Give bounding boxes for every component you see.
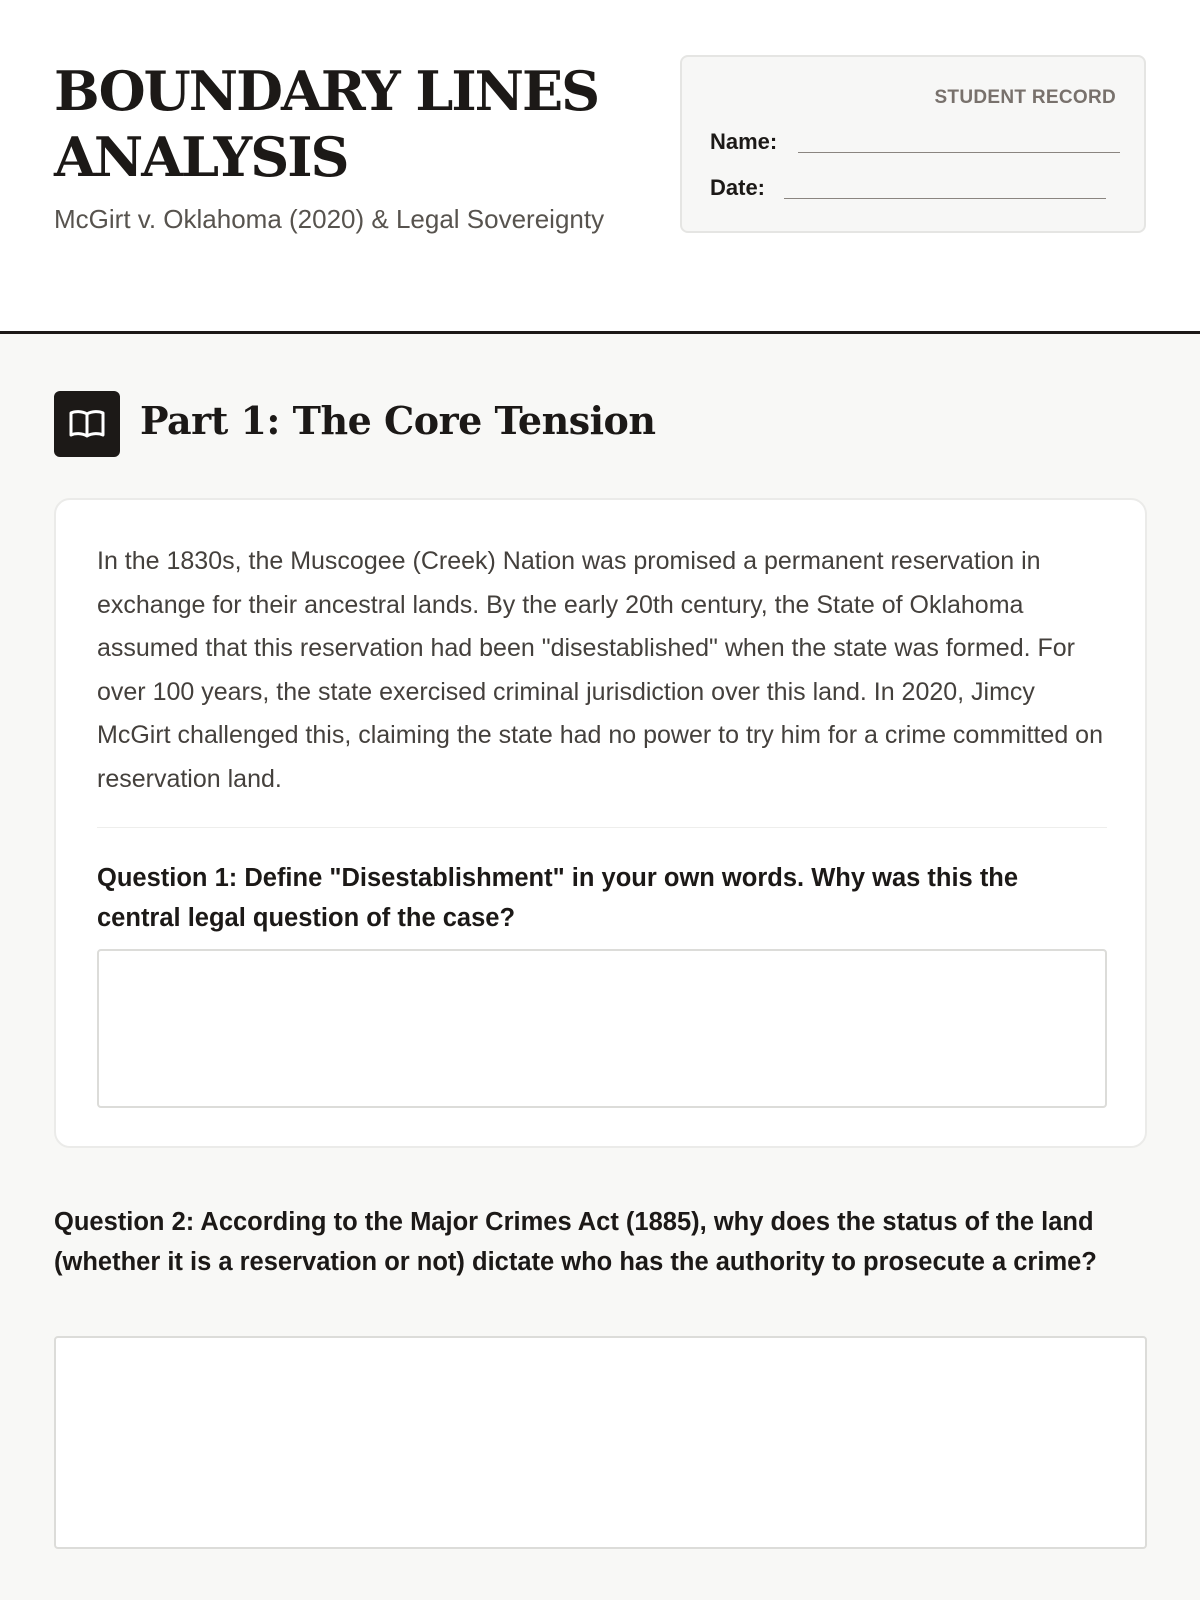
student-record-label: STUDENT RECORD <box>934 87 1116 108</box>
page-subtitle: McGirt v. Oklahoma (2020) & Legal Sovereignty <box>54 204 605 234</box>
student-record-box <box>680 55 1146 233</box>
date-label: Date: <box>710 175 766 200</box>
part1-title: Part 1: The Core Tension <box>140 398 656 443</box>
question-2-answer-box[interactable] <box>54 1336 1147 1549</box>
part1-card <box>54 498 1147 1148</box>
card-divider <box>97 827 1107 828</box>
book-open-icon <box>54 391 120 457</box>
name-field[interactable] <box>798 152 1120 153</box>
question-2: Question 2: According to the Major Crimes Act (1885), why does the status of the land (whether it is a reservation or not) dictate who has the authority to prosecute a crime? <box>54 1208 1097 1276</box>
question-1-answer-box[interactable] <box>97 949 1107 1108</box>
reading-passage: In the 1830s, the Muscogee (Creek) Nation was promised a permanent reservation in exchange for their ancestral lands. By the early 20th century, the State of Oklahoma assumed that this reservation had been "disestablished" when the state was formed. For over 100 years, the state exercised criminal jurisdiction over this land. In 2020, Jimcy McGirt challenged this, claiming the state had no power to try him for a crime committed on reservation land. <box>97 547 1103 793</box>
worksheet-header <box>0 0 1200 334</box>
question-1: Question 1: Define "Disestablishment" in your own words. Why was this the central legal question of the case? <box>97 864 1019 932</box>
page-title: BOUNDARY LINES ANALYSIS <box>54 59 599 189</box>
name-label: Name: <box>710 129 778 154</box>
date-field[interactable] <box>784 198 1106 199</box>
